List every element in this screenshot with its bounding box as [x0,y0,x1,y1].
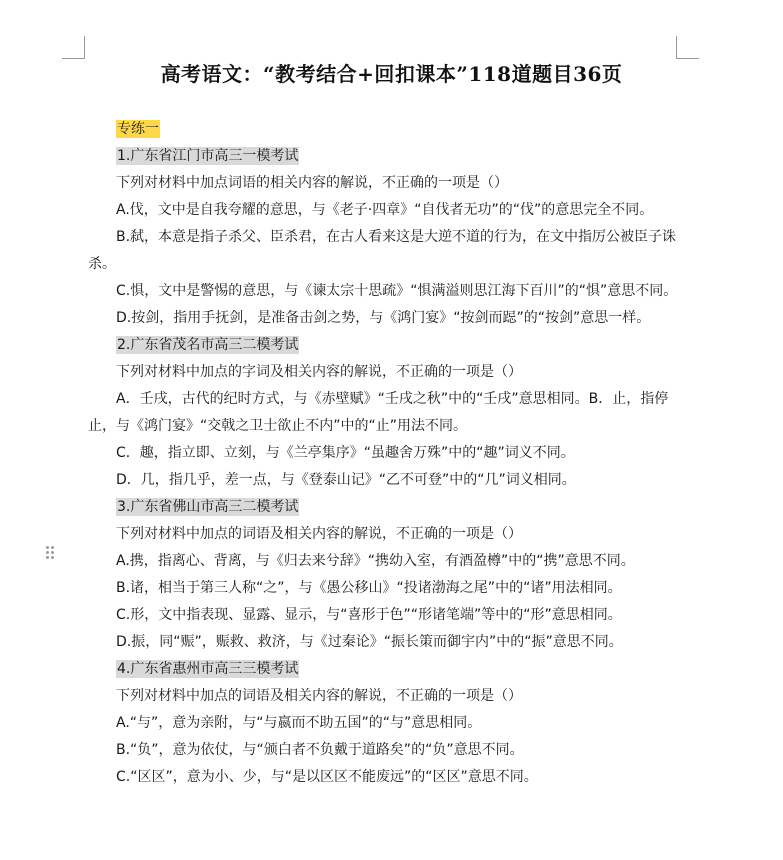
question-heading-text: 2.广东省茂名市高三二模考试 [117,337,299,353]
question-4-option-c: C.“区区”，意为小、少，与“是以区区不能废远”的“区区”意思不同。 [116,769,538,785]
question-heading-text: 4.广东省惠州市高三三模考试 [117,661,299,677]
question-2-option-ab: A．壬戌，古代的纪时方式，与《赤壁赋》“壬戌之秋”中的“壬戌”意思相同。B．止，指停止，与《鸿门宴》“交戟之卫士欲止不内”中的“止”用法不同。 [88,391,669,434]
question-heading-4 [88,656,684,683]
crop-mark-top-right [676,36,699,59]
question-prompt-1: 下列对材料中加点词语的相关内容的解说，不正确的一项是（） [116,175,508,191]
drag-handle-icon[interactable] [46,546,54,560]
question-prompt-4: 下列对材料中加点的词语及相关内容的解说，不正确的一项是（） [116,688,522,704]
question-1-option-c: C.惧，文中是警惕的意思，与《谏太宗十思疏》“惧满溢则思江海下百川”的“惧”意思不同。 [116,283,678,299]
question-heading-3 [88,494,684,521]
section-label-line [88,116,684,143]
section-label: 专练一 [117,121,159,137]
question-heading-1 [88,143,684,170]
question-4-option-a: A.“与”，意为亲附，与“与嬴而不助五国”的“与”意思相同。 [116,715,482,731]
question-2-option-d: D．几，指几乎，差一点，与《登泰山记》“乙不可登”中的“几”词义相同。 [116,472,576,488]
question-prompt-3: 下列对材料中加点的词语及相关内容的解说，不正确的一项是（） [116,526,522,542]
document-title: 高考语文：“教考结合+回扣课本”118道题目36页 [160,62,623,86]
question-1-option-b: B.弑，本意是指子杀父、臣杀君，在古人看来这是大逆不道的行为，在文中指厉公被臣子诛杀。 [88,229,677,272]
question-3-option-d: D.振，同“赈”，赈救、救济，与《过秦论》“振长策而御宇内”中的“振”意思不同。 [116,634,623,650]
question-3-option-c: C.形，文中指表现、显露、显示，与“喜形于色”“形诸笔端”等中的“形”意思相同。 [116,607,622,623]
question-1-option-a: A.伐，文中是自我夸耀的意思，与《老子·四章》“自伐者无功”的“伐”的意思完全不同。 [116,202,654,218]
question-4-option-b: B.“负”，意为依仗，与“颁白者不负戴于道路矣”的“负”意思不同。 [116,742,524,758]
question-heading-2 [88,332,684,359]
document-body [88,116,684,791]
crop-mark-top-left [62,36,85,59]
question-heading-text: 3.广东省佛山市高三二模考试 [117,499,299,515]
question-prompt-2: 下列对材料中加点的字词及相关内容的解说，不正确的一项是（） [116,364,522,380]
question-heading-text: 1.广东省江门市高三一模考试 [117,148,299,164]
question-3-option-b: B.诸，相当于第三人称“之”，与《愚公移山》“投诸渤海之尾”中的“诸”用法相同。 [116,580,622,596]
question-2-option-c: C．趣，指立即、立刻，与《兰亭集序》“虽趣舍万殊”中的“趣”词义不同。 [116,445,575,461]
question-1-option-d: D.按剑，指用手抚剑，是准备击剑之势，与《鸿门宴》“按剑而跽”的“按剑”意思一样。 [116,310,651,326]
question-3-option-a: A.携，指离心、背离，与《归去来兮辞》“携幼入室，有酒盈樽”中的“携”意思不同。 [116,553,635,569]
